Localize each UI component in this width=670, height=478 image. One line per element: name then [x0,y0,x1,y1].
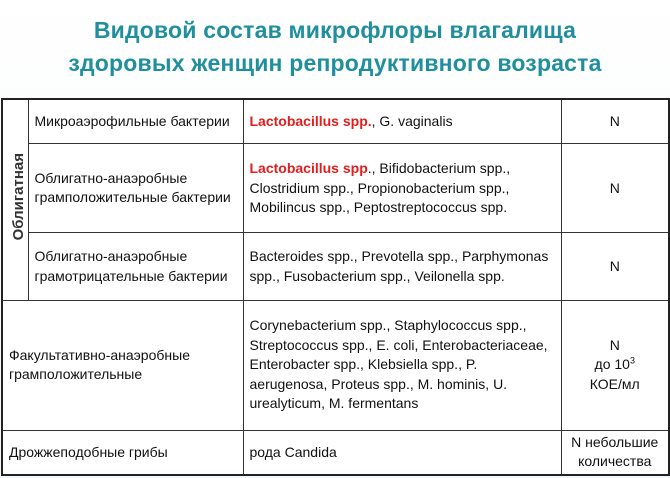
count-cell: N [561,99,669,144]
count-cell [561,430,669,475]
table-row [2,430,669,475]
title-line-2: здоровых женщин репродуктивного возраста [68,50,602,76]
species-cell [243,99,561,144]
species-highlight: Lactobacillus spp. [249,112,372,129]
count-line-1: N [609,336,620,353]
table-row [2,300,669,430]
title-line-1: Видовой состав микрофлоры влагалища [93,17,577,43]
category-cell: Микроаэрофильные бактерии [28,99,243,144]
count-cell: N [561,144,669,233]
species-cell: Bacteroides spp., Prevotella spp., Parphymonas spp., Fusobacterium spp., Veilonella spp. [243,233,561,300]
category-cell: Облигатно-анаэробные грамположительные бактерии [28,144,243,233]
count-line-2: количества [578,453,652,470]
species-cell: Corynebacterium spp., Staphylococcus spp., Streptococcus spp., E. coli, Enterobacteriaceae, Enterobacter spp., Klebsiella spp., P. aerugenosa, Proteus spp., M. hominis, U. urealyticum, M. fermentans [243,300,561,430]
count-exponent: 3 [629,355,635,366]
microflora-table [1,98,670,476]
group-label-cell [2,99,28,300]
count-cell [561,300,669,430]
table-row [2,99,669,144]
category-cell: Облигатно-анаэробные грамотрицательные бактерии [28,233,243,300]
species-rest: , G. vaginalis [371,112,453,129]
category-cell: Факультативно-анаэробные грамположительные [2,300,243,430]
species-cell: рода Candida [243,430,561,475]
slide-title [0,14,670,80]
table-row [2,144,669,233]
count-line-3: КОЕ/мл [589,375,640,392]
count-cell: N [561,233,669,300]
count-line-1: N небольшие [571,433,659,450]
species-highlight: Lactobacillus spp [249,160,368,177]
count-line-2: до $10^3$ [594,355,635,373]
table-row [2,233,669,300]
group-label: Облигатная [10,153,27,241]
species-rest: ., Bifidobacterium spp., Clostridium spp., Propionobacterium spp., Mobilincus spp., Peptostreptococcus spp. [249,160,511,216]
species-cell [243,144,561,233]
category-cell: Дрожжеподобные грибы [2,430,243,475]
